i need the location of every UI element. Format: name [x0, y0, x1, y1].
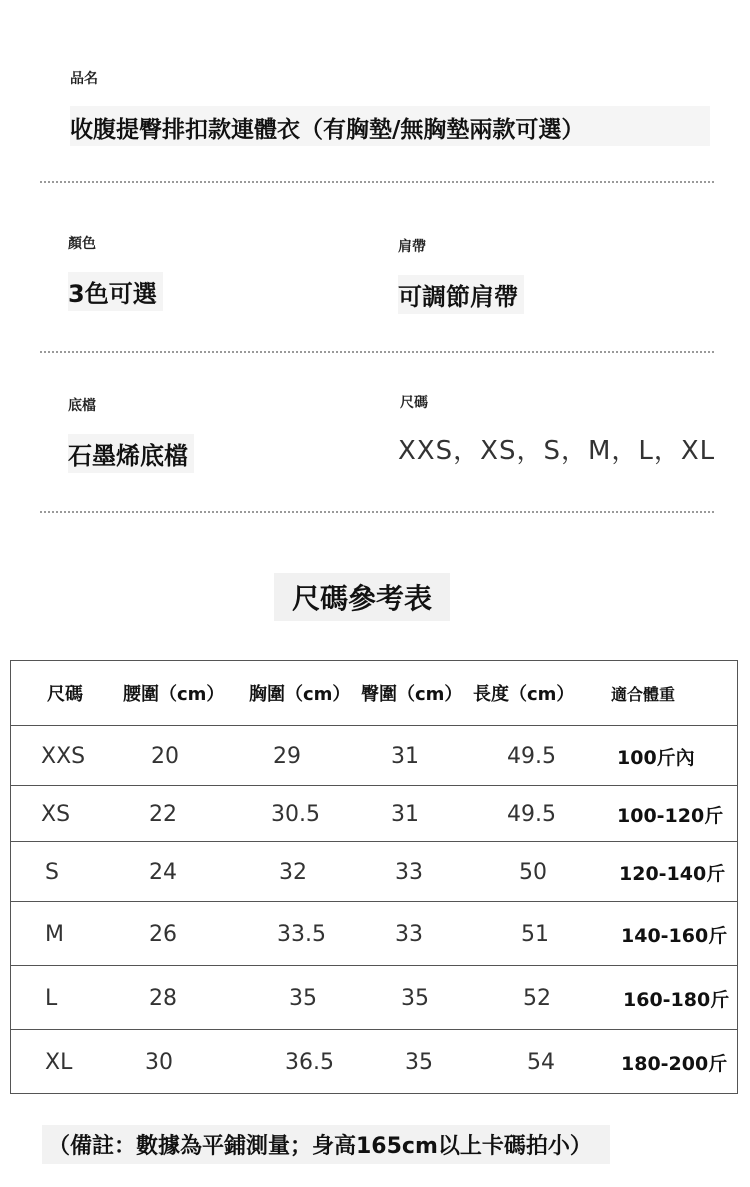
divider: [40, 511, 714, 513]
table-row: [11, 841, 737, 902]
cell-length: 51: [521, 921, 549, 947]
table-row: [11, 965, 737, 1030]
cell-chest: 33.5: [277, 921, 326, 947]
cell-weight: 100-120斤: [617, 804, 724, 827]
product-name: 收腹提臀排扣款連體衣（有胸墊/無胸墊兩款可選）: [70, 117, 585, 143]
cell-length: 50: [519, 859, 547, 885]
size-label: 尺碼: [400, 395, 428, 411]
cell-length: 54: [527, 1049, 555, 1075]
footnote: （備註：數據為平鋪測量；身高165cm以上卡碼拍小）: [42, 1125, 610, 1164]
color-label: 顏色: [68, 236, 96, 252]
header-weight: 適合體重: [611, 684, 676, 704]
cell-chest: 36.5: [285, 1049, 334, 1075]
cell-length: 49.5: [507, 743, 556, 769]
table-title: 尺碼參考表: [274, 573, 450, 621]
cell-hip: 31: [391, 743, 419, 769]
strap-value: 可調節肩帶: [398, 275, 524, 314]
table-header-row: [11, 661, 737, 725]
cell-waist: 30: [145, 1049, 173, 1075]
cell-chest: 32: [279, 859, 307, 885]
header-hip: 臀圍（cm）: [361, 684, 463, 705]
cell-chest: 30.5: [271, 801, 320, 827]
cell-weight: 140-160斤: [621, 924, 728, 947]
cell-length: 52: [523, 985, 551, 1011]
header-chest: 胸圍（cm）: [249, 684, 351, 705]
cell-size: M: [45, 921, 64, 947]
product-label: 品名: [70, 71, 98, 87]
divider: [40, 351, 714, 353]
cell-size: XL: [45, 1049, 73, 1075]
cell-weight: 160-180斤: [623, 988, 730, 1011]
cell-size: XS: [41, 801, 71, 827]
cell-size: L: [45, 985, 58, 1011]
size-value: XXS，XS，S，M，L，XL: [398, 436, 716, 466]
cell-chest: 35: [289, 985, 317, 1011]
cell-weight: 180-200斤: [621, 1052, 728, 1075]
strap-label: 肩帶: [398, 239, 426, 255]
header-length: 長度（cm）: [473, 684, 575, 705]
crotch-label: 底檔: [68, 398, 96, 414]
table-row: [11, 725, 737, 786]
cell-hip: 33: [395, 859, 423, 885]
cell-waist: 26: [149, 921, 177, 947]
table-row: [11, 785, 737, 842]
table-row: [11, 1029, 737, 1094]
cell-size: S: [45, 859, 59, 885]
cell-hip: 33: [395, 921, 423, 947]
color-value: 3色可選: [68, 272, 163, 311]
cell-length: 49.5: [507, 801, 556, 827]
cell-hip: 35: [401, 985, 429, 1011]
cell-weight: 120-140斤: [619, 862, 726, 885]
cell-waist: 24: [149, 859, 177, 885]
cell-chest: 29: [273, 743, 301, 769]
size-table: [10, 660, 738, 1094]
table-row: [11, 901, 737, 966]
cell-hip: 35: [405, 1049, 433, 1075]
cell-waist: 20: [151, 743, 179, 769]
crotch-value: 石墨烯底檔: [68, 434, 194, 473]
cell-waist: 28: [149, 985, 177, 1011]
divider: [40, 181, 714, 183]
header-size: 尺碼: [47, 684, 83, 705]
header-waist: 腰圍（cm）: [123, 684, 225, 705]
cell-weight: 100斤內: [617, 746, 695, 769]
cell-waist: 22: [149, 801, 177, 827]
cell-hip: 31: [391, 801, 419, 827]
cell-size: XXS: [41, 743, 86, 769]
